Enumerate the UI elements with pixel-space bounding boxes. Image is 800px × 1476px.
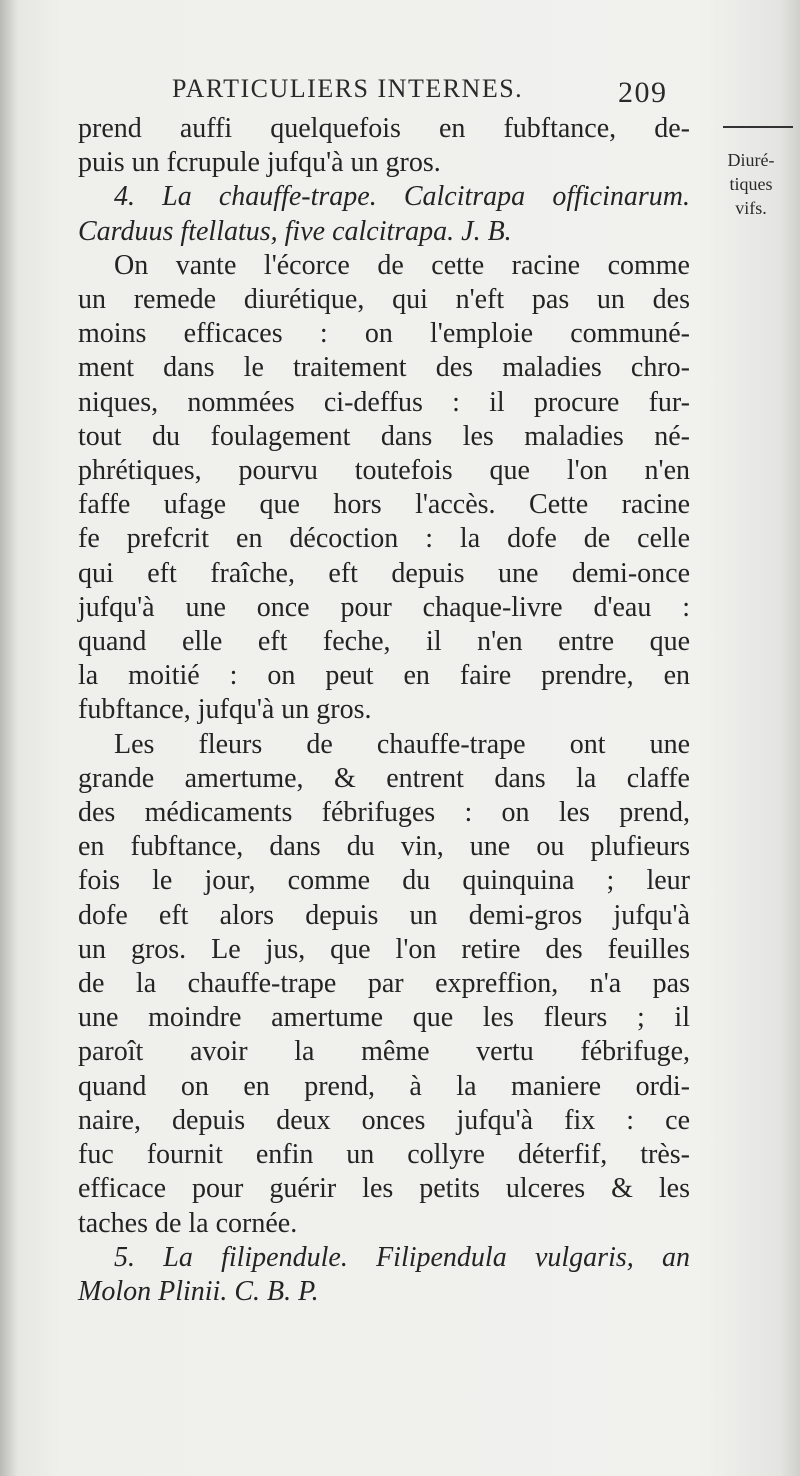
text-line: un gros. Le jus, que l'on retire des feuilles (78, 933, 690, 965)
text-line: tout du foulagement dans les maladies né- (78, 420, 690, 452)
text-line: grande amertume, & entrent dans la claffe (78, 762, 690, 794)
text-line: phrétiques, pourvu toutefois que l'on n'en (78, 455, 690, 487)
text-line: taches de la cornée. (78, 1207, 298, 1239)
species-heading: Carduus ftellatus, five calcitrapa. J. B. (78, 215, 512, 247)
text-line: en fubftance, dans du vin, une ou plufieurs (78, 831, 690, 863)
text-line: quand on en prend, à la maniere ordi- (78, 1070, 690, 1102)
text-line: moins efficaces : on l'emploie communé- (78, 318, 690, 350)
text-line: dofe eft alors depuis un demi-gros jufqu'à (78, 899, 690, 931)
text-line: jufqu'à une once pour chaque-livre d'eau : (78, 591, 690, 623)
text-line: de la chauffe-trape par expreffion, n'a pas (78, 968, 690, 1000)
margin-note (703, 148, 799, 220)
margin-note-line: vifs. (735, 198, 767, 218)
species-heading: Molon Plinii. C. B. P. (78, 1275, 319, 1307)
margin-note-line: tiques (729, 174, 773, 194)
text-line: prend auffi quelquefois en fubftance, de- (78, 113, 690, 144)
margin-note-line: Diuré- (727, 150, 775, 170)
page-body (78, 112, 690, 1309)
page-number: 209 (618, 76, 668, 109)
text-line: fois le jour, comme du quinquina ; leur (78, 865, 690, 897)
margin-rule (723, 126, 793, 128)
text-line: la moitié : on peut en faire prendre, en (78, 660, 690, 692)
text-line: niques, nommées ci-deffus : il procure fur- (78, 386, 690, 418)
text-line: une moindre amertume que les fleurs ; il (78, 1002, 690, 1034)
text-line: des médicaments fébrifuges : on les prend, (78, 797, 690, 829)
text-line: paroît avoir la même vertu fébrifuge, (78, 1036, 690, 1068)
text-line: puis un fcrupule jufqu'à un gros. (78, 147, 441, 179)
text-line: Les fleurs de chauffe-trape ont une (114, 728, 690, 760)
text-line: quand elle eft feche, il n'en entre que (78, 626, 690, 658)
running-head: PARTICULIERS INTERNES. (172, 74, 524, 103)
text-line: ment dans le traitement des maladies chro- (78, 352, 690, 384)
text-line: naire, depuis deux onces jufqu'à fix : ce (78, 1104, 690, 1136)
text-line: un remede diurétique, qui n'eft pas un des (78, 284, 690, 316)
text-line: qui eft fraîche, eft depuis une demi-once (78, 557, 690, 589)
text-line: efficace pour guérir les petits ulceres & les (78, 1173, 690, 1205)
species-heading: 5. La filipendule. Filipendula vulgaris, an (114, 1241, 690, 1273)
species-heading: 4. La chauffe-trape. Calcitrapa officinarum. (114, 181, 690, 213)
text-line: faffe ufage que hors l'accès. Cette racine (78, 489, 690, 521)
text-line: fuc fournit enfin un collyre déterfif, très- (78, 1139, 690, 1171)
text-line: fubftance, jufqu'à un gros. (78, 694, 372, 726)
text-line: fe prefcrit en décoction : la dofe de celle (78, 523, 690, 555)
text-line: On vante l'écorce de cette racine comme (114, 249, 690, 281)
